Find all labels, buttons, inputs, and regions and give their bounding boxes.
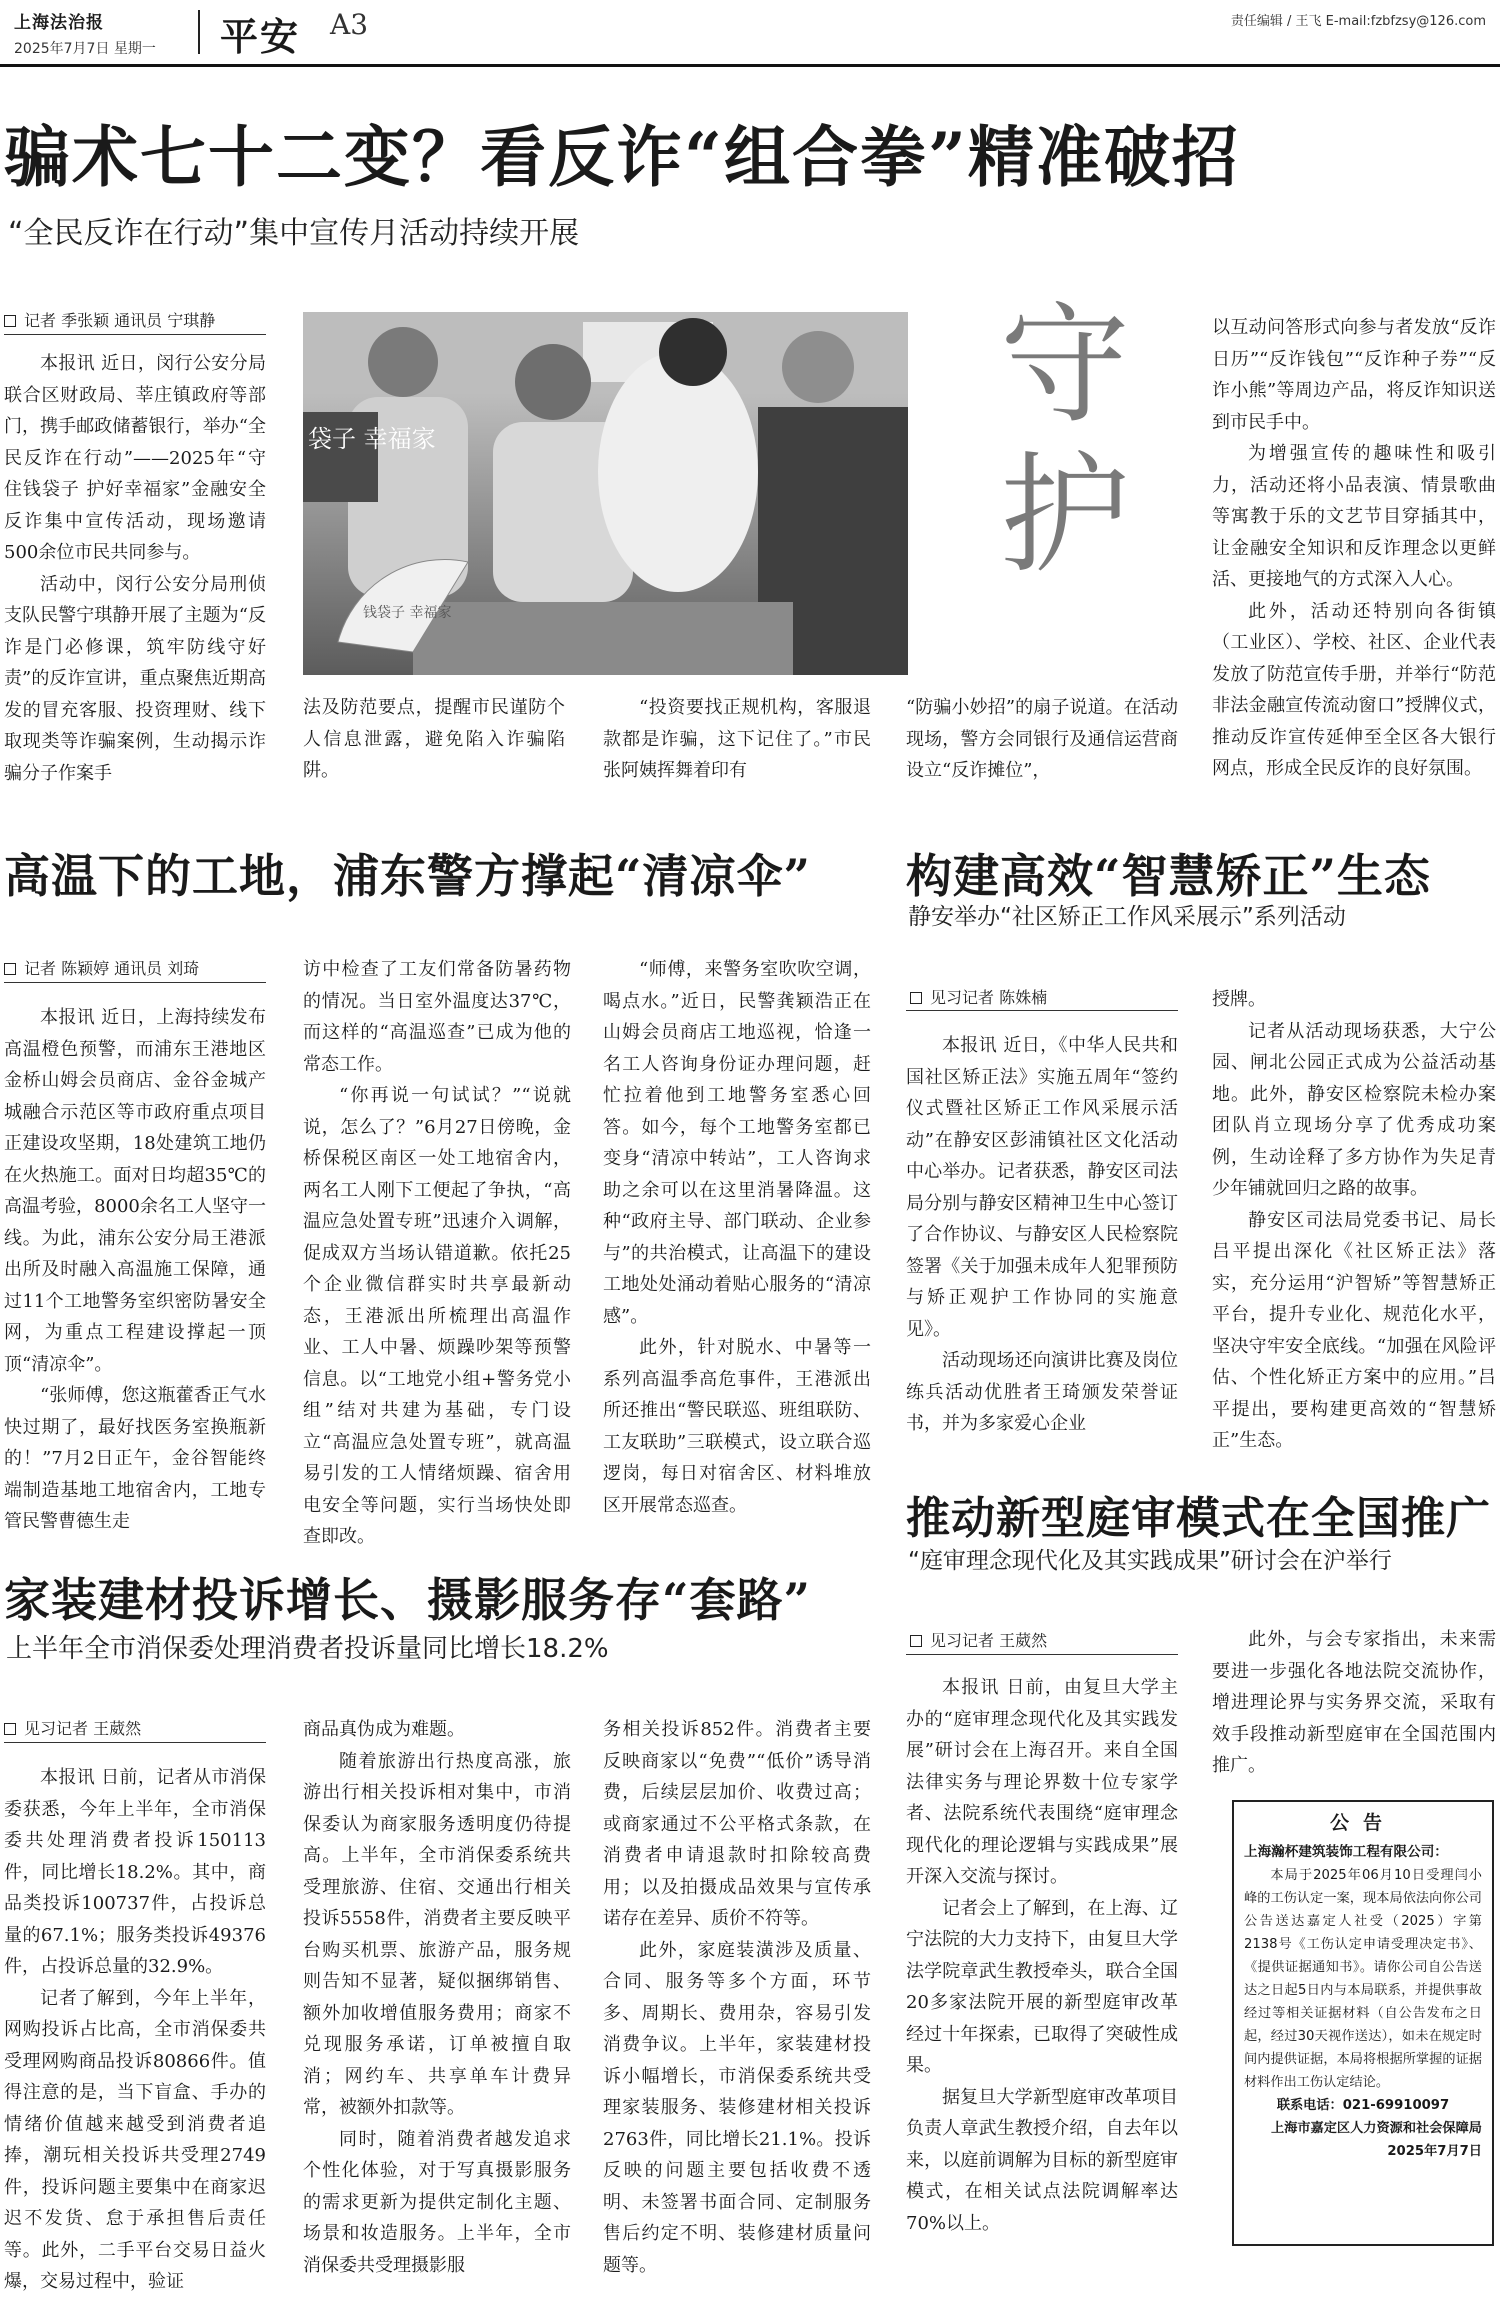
paragraph: 随着旅游出行热度高涨，旅游出行相关投诉相对集中，市消保委认为商家服务透明度仍待提高。上半年，全市消保委系统共受理旅游、住宿、交通出行相关投诉5558件，消费者主要反映平台购买机票、旅游产品，服务规则告知不显著，疑似捆绑销售、额外加收增值服务费用；商家不兑现服务承诺，订单被擅自取消；网约车、共享单车计费异常，被额外扣款等。 (303, 1750, 571, 2118)
notice-body-wrap (1244, 1841, 1482, 2163)
page-number: A3 (330, 8, 369, 41)
subheadline-trial: “庭审理念现代化及其实践成果”研讨会在沪举行 (908, 1548, 1392, 1574)
headline-complaints: 家装建材投诉增长、摄影服务存“套路” (4, 1573, 811, 1627)
byline-rule (4, 982, 266, 983)
paragraph: 同时，随着消费者越发追求个性化体验，对于写真摄影服务的需求更新为提供定制化主题、场景和妆造服务。上半年，全市消保委共受理摄影服 (303, 2128, 571, 2276)
paragraph: 为增强宣传的趣味性和吸引力，活动还将小品表演、情景歌曲等寓教于乐的文艺节目穿插其中，让金融安全知识和反诈理念以更鲜活、更接地气的方式深入人心。 (1212, 443, 1496, 590)
newspaper-logo: 上海法治报 (14, 13, 104, 33)
byline-complaints (4, 1716, 141, 1739)
notice-issuer: 上海市嘉定区人力资源和社会保障局 (1271, 2121, 1482, 2136)
paragraph: “投资要找正规机构，客服退款都是诈骗，这下记住了。”市民张阿姨挥舞着印有 (603, 697, 871, 781)
paragraph: 本报讯 日前，记者从市消保委获悉，今年上半年，全市消保委共处理消费者投诉150113件，同比增长18.2%。其中，商品类投诉100737件，占投诉总量的67.1%；服务类投诉49376件，占投诉总量的32.9%。 (4, 1767, 266, 1977)
paragraph: “你再说一句试试？”“说就说，怎么了？”6月27日傍晚，金桥保税区南区一处工地宿舍内，两名工人刚下工便起了争执，“高温应急处置专班”迅速介入调解，促成双方当场认错道歉。依托25个企业微信群实时共享最新动态，王港派出所梳理出高温作业、工人中暑、烦躁吵架等预警信息。以“工地党小组+警务党小组”结对共建为基础，专门设立“高温应急处置专班”，就高温易引发的工人情绪烦躁、宿舍用电安全等问题，实行当场快处即查即改。 (303, 1085, 571, 1547)
paragraph: 以互动问答形式向参与者发放“反诈日历”“反诈钱包”“反诈种子券”“反诈小熊”等周边产品，将反诈知识送到市民手中。 (1212, 317, 1496, 433)
issue-date: 2025年7月7日 星期一 (14, 41, 156, 57)
byline-text: 记者 季张颖 通讯员 宁琪静 (24, 311, 216, 330)
banner-text: 袋子 幸福家 (308, 425, 436, 453)
byline-text: 记者 陈颖婷 通讯员 刘琦 (24, 959, 200, 978)
byline-box-icon (4, 1723, 16, 1735)
paragraph: “防骗小妙招”的扇子说道。在活动现场，警方会同银行及通信运营商设立“反诈摊位”， (906, 697, 1178, 781)
paragraph: 本报讯 近日，闵行公安分局联合区财政局、莘庄镇政府等部门，携手邮政储蓄银行，举办“全民反诈在行动”——2025年“守住钱袋子 护好幸福家”金融安全反诈集中宣传活动，现场邀请500余位市民共同参与。 (4, 353, 266, 563)
paragraph: 本报讯 近日，上海持续发布高温橙色预警，而浦东王港地区金桥山姆会员商店、金谷金城产城融合示范区等市政府重点项目正建设攻坚期，18处建筑工地仍在火热施工。面对日均超35℃的高温考验，8000余名工人坚守一线。为此，浦东公安分局王港派出所及时融入高温施工保障，通过11个工地警务室织密防暑安全网，为重点工程建设撑起一顶顶“清凉伞”。 (4, 1007, 266, 1375)
notice-body: 本局于2025年06月10日受理闫小峰的工伤认定一案，现本局依法向你公司公告送达嘉定人社受（2025）字第2138号《工伤认定申请受理决定书》、《提供证据通知书》。请你公司自公告送达之日起5日内与本局联系，并提供事故经过等相关证据材料（自公告发布之日起，经过30天视作送达），如未在规定时间内提供证据，本局将根据所掌握的证据材料作出工伤认定结论。 (1244, 1868, 1482, 2090)
fraud-column-3 (603, 692, 871, 792)
fan-text: 钱袋子 幸福家 (363, 605, 452, 621)
notice-title: 公告 (1329, 1812, 1396, 1834)
notice-date: 2025年7月7日 (1387, 2144, 1482, 2159)
headline-fraud: 骗术七十二变？看反诈“组合拳”精准破招 (4, 118, 1240, 196)
byline-correction (910, 985, 1047, 1008)
subheadline-correction: 静安举办“社区矫正工作风采展示”系列活动 (908, 904, 1346, 930)
paragraph: 法及防范要点，提醒市民谨防个人信息泄露，避免陷入诈骗陷阱。 (303, 697, 565, 781)
paragraph: “师傅，来警务室吹吹空调，喝点水。”近日，民警龚颖浩正在山姆会员商店工地巡视，恰逢一名工人咨询身份证办理问题，赶忙拉着他到工地警务室悉心回答。如今，每个工地警务室都已变身“清凉中转站”，工人咨询求助之余可以在这里消暑降温。这种“政府主导、部门联动、企业参与”的共治模式，让高温下的建设工地处处涌动着贴心服务的“清凉感”。 (603, 959, 871, 1327)
paragraph: 本报讯 日前，由复旦大学主办的“庭审理念现代化及其实践发展”研讨会在上海召开。来自全国法律实务与理论界数十位专家学者、法院系统代表围绕“庭审理念现代化的理论逻辑与实践成果”展开深入交流与探讨。 (906, 1677, 1178, 1887)
byline-trial (910, 1628, 1047, 1651)
public-notice (1232, 1800, 1494, 2246)
heat-column-1 (4, 1002, 266, 1530)
byline-text: 见习记者 王葳然 (24, 1719, 142, 1738)
paragraph: 此外，活动还特别向各街镇（工业区）、学校、社区、企业代表发放了防范宣传手册，并举行“防范非法金融宣传流动窗口”授牌仪式，推动反诈宣传延伸至全区各大银行网点，形成全民反诈的良好氛围。 (1212, 600, 1496, 779)
byline-text: 见习记者 陈姝楠 (930, 988, 1048, 1007)
headline-correction: 构建高效“智慧矫正”生态 (906, 849, 1431, 903)
byline-rule (4, 334, 266, 335)
paragraph: “张师傅，您这瓶藿香正气水快过期了，最好找医务室换瓶新的！”7月2日正午，金谷智能终端制造基地工地宿舍内，工地专管民警曹德生走 (4, 1385, 266, 1532)
headline-trial: 推动新型庭审模式在全国推广 (906, 1493, 1491, 1544)
fraud-column-4 (906, 692, 1178, 792)
fraud-column-5 (1212, 312, 1496, 792)
byline-heat (4, 956, 199, 979)
paragraph: 据复旦大学新型庭审改革项目负责人章武生教授介绍，自去年以来，以庭前调解为目标的新型庭审模式，在相关试点法院调解率达70%以上。 (906, 2086, 1178, 2234)
subheadline-fraud: “全民反诈在行动”集中宣传月活动持续开展 (8, 216, 580, 251)
paragraph: 本报讯 近日，《中华人民共和国社区矫正法》实施五周年“签约仪式暨社区矫正工作风采展示活动”在静安区彭浦镇社区文化活动中心举办。记者获悉，静安区司法局分别与静安区精神卫生中心签订了合作协议、与静安区人民检察院签署《关于加强未成年人犯罪预防与矫正观护工作协同的实施意见》。 (906, 1035, 1178, 1340)
paragraph: 记者从活动现场获悉，大宁公园、闸北公园正式成为公益活动基地。此外，静安区检察院未检办案团队肖立现场分享了优秀成功案例，生动诠释了多方协作为失足青少年铺就回归之路的故事。 (1212, 1020, 1496, 1199)
byline-fraud (4, 308, 215, 331)
complaints-column-1 (4, 1762, 266, 2292)
byline-box-icon (4, 963, 16, 975)
photo-police-street-promo (303, 312, 908, 675)
byline-rule (906, 1654, 1178, 1655)
paragraph: 此外，家庭装潢涉及质量、合同、服务等多个方面，环节多、周期长、费用杂，容易引发消费争议。上半年，家装建材投诉小幅增长，市消保委系统共受理家装服务、装修建材相关投诉2763件，同比增长21.1%。投诉反映的问题主要包括收费不透明、未签署书面合同、定制服务售后约定不明、装修建材质量问题等。 (603, 1939, 871, 2276)
byline-box-icon (910, 1635, 922, 1647)
byline-box-icon (910, 992, 922, 1004)
paragraph: 活动中，闵行公安分局刑侦支队民警宁琪静开展了主题为“反诈是门必修课，筑牢防线守好责”的反诈宣讲，重点聚焦近期高发的冒充客服、投资理财、线下取现类等诈骗案例，生动揭示诈骗分子作案手 (4, 573, 266, 784)
news-photo (303, 312, 908, 675)
paragraph: 此外，针对脱水、中暑等一系列高温季高危事件，王港派出所还推出“警民联巡、班组联防、工友联助”三联模式，设立联合巡逻岗，每日对宿舍区、材料堆放区开展常态巡查。 (603, 1337, 871, 1516)
byline-rule (906, 1010, 1178, 1011)
headline-heat: 高温下的工地，浦东警方撑起“清凉伞” (4, 849, 811, 903)
paragraph: 记者了解到，今年上半年，网购投诉占比高，全市消保委共受理网购商品投诉80866件。值得注意的是，当下盲盒、手办的情绪价值越来越受到消费者追捧，潮玩相关投诉共受理2749件，投诉问题主要集中在商家迟迟不发货、怠于承担售后责任等。此外，二手平台交易日益火爆，交易过程中，验证 (4, 1987, 266, 2292)
paragraph: 务相关投诉852件。消费者主要反映商家以“免费”“低价”诱导消费，后续层层加价、收费过高；或商家通过不公平格式条款，在消费者申请退款时扣除较高费用；以及拍摄成品效果与宣传承诺存在差异、质价不符等。 (603, 1719, 871, 1929)
byline-rule (4, 1742, 266, 1743)
subheadline-complaints: 上半年全市消保委处理消费者投诉量同比增长18.2% (6, 1634, 609, 1664)
heat-column-3 (603, 954, 871, 1530)
correction-column-1 (906, 1030, 1178, 1446)
trial-column-2 (1212, 1624, 1496, 1784)
byline-box-icon (4, 315, 16, 327)
fraud-column-1 (4, 348, 266, 788)
editor-credit: 责任编辑 / 王飞 E-mail:fzbfzsy@126.com (1230, 14, 1486, 29)
complaints-column-2 (303, 1714, 571, 2276)
paragraph: 授牌。 (1212, 989, 1266, 1010)
section-name: 平安 (220, 15, 301, 59)
calligraphy-watermark: 守护 (1000, 289, 1131, 591)
heat-column-2 (303, 954, 571, 1547)
fraud-column-2 (303, 692, 565, 792)
masthead-divider (198, 10, 200, 54)
paragraph: 此外，与会专家指出，未来需要进一步强化各地法院交流协作，增进理论界与实务界交流，采取有效手段推动新型庭审在全国范围内推广。 (1212, 1629, 1496, 1776)
complaints-column-3 (603, 1714, 871, 2276)
byline-text: 见习记者 王葳然 (930, 1631, 1048, 1650)
paragraph: 静安区司法局党委书记、局长吕平提出深化《社区矫正法》落实，充分运用“沪智矫”等智慧矫正平台，提升专业化、规范化水平，坚决守牢安全底线。“加强在风险评估、个性化矫正方案中的应用。”吕平提出，要构建更高效的“智慧矫正”生态。 (1212, 1209, 1496, 1451)
paragraph: 活动现场还向演讲比赛及岗位练兵活动优胜者王琦颁发荣誉证书，并为多家爱心企业 (906, 1350, 1178, 1434)
paragraph: 商品真伪成为难题。 (303, 1719, 465, 1740)
trial-column-1 (906, 1672, 1178, 2248)
correction-column-2 (1212, 984, 1496, 1451)
notice-contact: 联系电话：021-69910097 (1276, 2098, 1450, 2113)
paragraph: 访中检查了工友们常备防暑药物的情况。当日室外温度达37℃，而这样的“高温巡查”已成为他的常态工作。 (303, 959, 571, 1075)
masthead-rule (0, 64, 1500, 67)
notice-addressee: 上海瀚杯建筑装饰工程有限公司： (1244, 1844, 1448, 1860)
paragraph: 记者会上了解到，在上海、辽宁法院的大力支持下，由复旦大学法学院章武生教授牵头，联合全国20多家法院开展的新型庭审改革经过十年探索，已取得了突破性成果。 (906, 1897, 1178, 2076)
